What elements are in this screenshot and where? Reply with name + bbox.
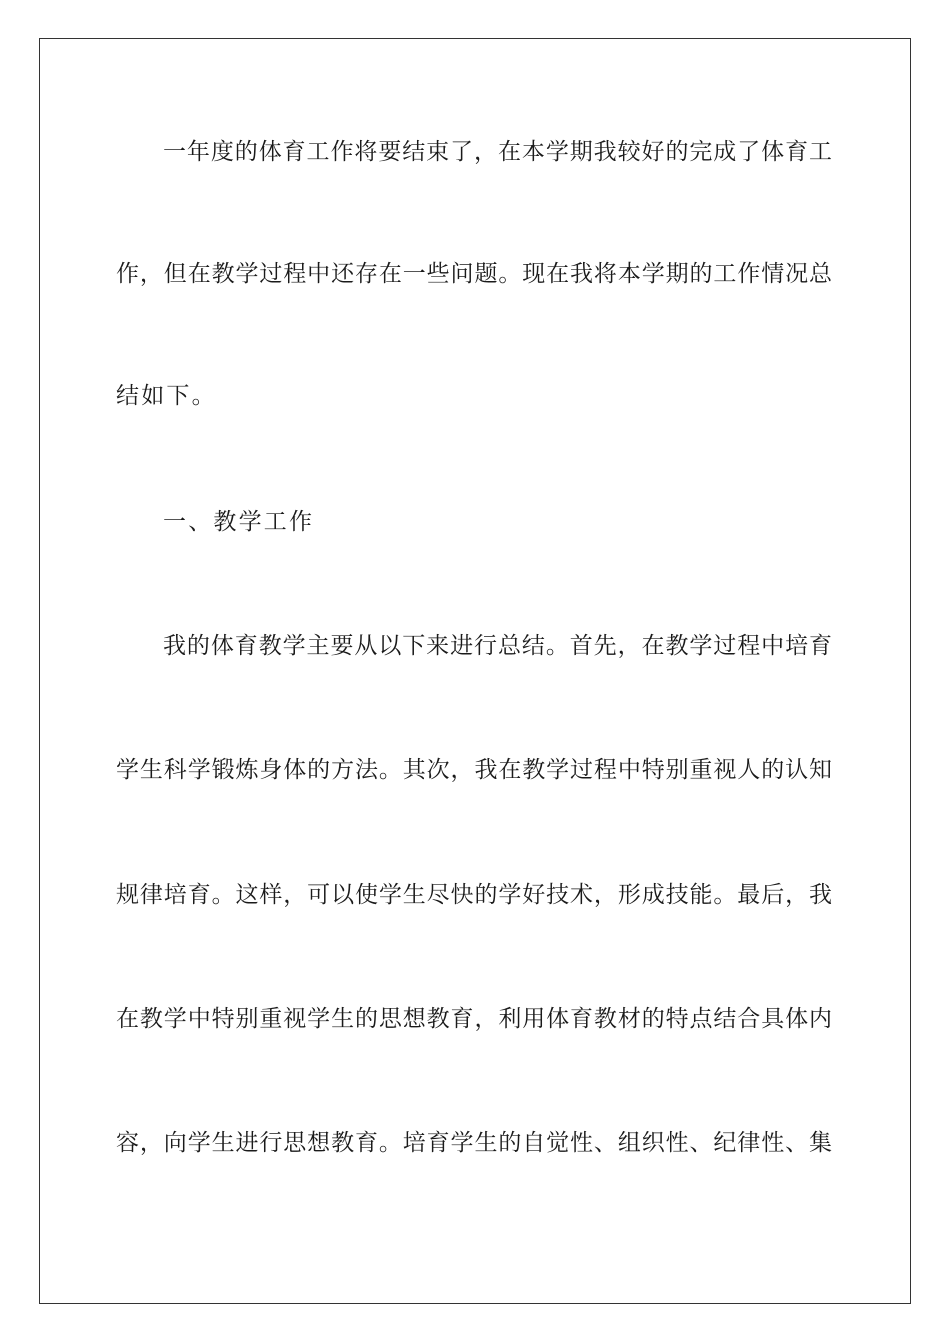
paragraph-line-7: 在教学中特别重视学生的思想教育，利用体育教材的特点结合具体内 [116, 1006, 832, 1032]
paragraph-line-1: 一年度的体育工作将要结束了，在本学期我较好的完成了体育工 [163, 139, 832, 165]
section-heading: 一、教学工作 [163, 509, 315, 535]
paragraph-line-5: 学生科学锻炼身体的方法。其次，我在教学过程中特别重视人的认知 [116, 757, 832, 783]
paragraph-line-3: 结如下。 [116, 383, 217, 409]
paragraph-line-2: 作，但在教学过程中还存在一些问题。现在我将本学期的工作情况总 [116, 261, 832, 287]
paragraph-line-6: 规律培育。这样，可以使学生尽快的学好技术，形成技能。最后，我 [116, 882, 832, 908]
paragraph-line-4: 我的体育教学主要从以下来进行总结。首先，在教学过程中培育 [163, 633, 832, 659]
page-border [39, 38, 911, 1304]
paragraph-line-8: 容，向学生进行思想教育。培育学生的自觉性、组织性、纪律性、集 [116, 1130, 832, 1156]
